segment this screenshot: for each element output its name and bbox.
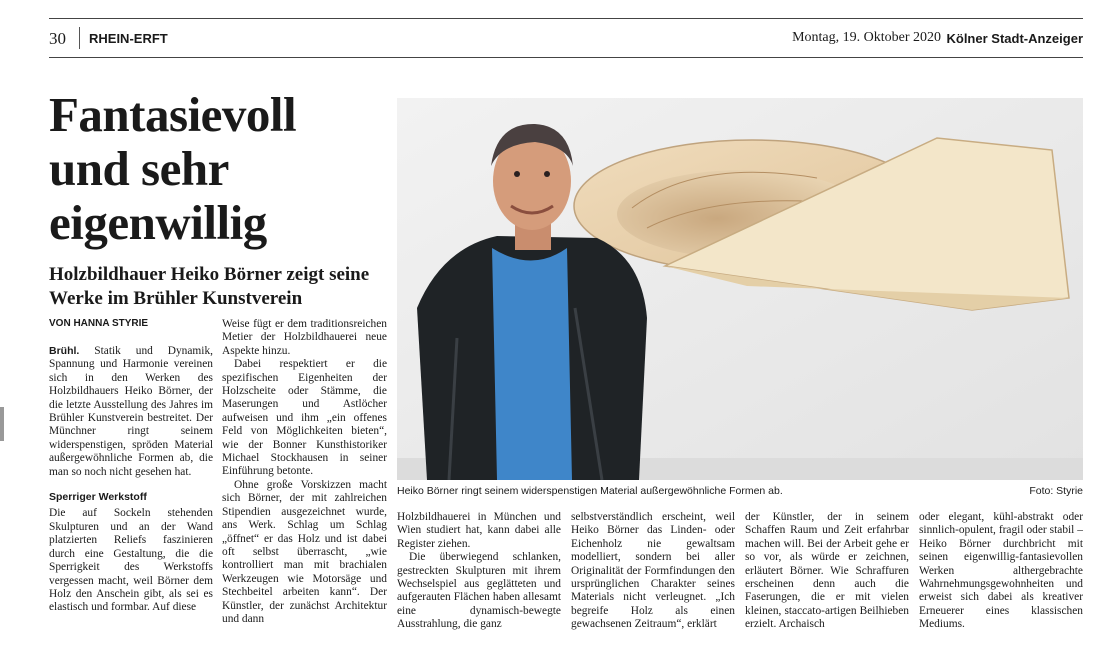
article-column-1 (49, 345, 213, 615)
paragraph: Dabei respektiert er die spezifischen Eigenheiten der Holzscheite oder Stämme, die Maserungen und Astlöcher aufweisen und ihm „ein offenes Feld von Möglichkeiten bieten“, wie der Bonner Kunsthistoriker Michael Stockhausen in seiner Einführung betonte. (222, 358, 387, 478)
paragraph: Die überwiegend schlanken, gestreckten Skulpturen mit ihrem Wechselspiel aus geglätteten und aufgerauten Flächen haben allesamt eine dynamisch-bewegte Ausstrahlung, die ganz (397, 551, 561, 631)
article-column-6 (919, 511, 1083, 632)
photo-caption-bar (397, 485, 1083, 497)
page-number: 30 (49, 29, 66, 48)
photo-caption: Heiko Börner ringt seinem widerspenstigen Material außergewöhnliche Formen ab. (397, 485, 783, 497)
photo-image (397, 98, 1083, 480)
article-column-2 (222, 318, 387, 626)
photo-credit: Foto: Styrie (1029, 485, 1083, 497)
paragraph-text: Statik und Dynamik, Spannung und Harmonie vereinen sich in den Werken des Holzbildhauers Heiko Börner, der die letzte Ausstellung des Jahres im Brühler Kunstverein bestreitet. Der Münchner ringt seinem widerspenstigen, spröden Material außergewöhnliche Formen ab, die man so noch nicht gesehen hat. (49, 345, 213, 478)
masthead (49, 18, 1083, 58)
article-photo (397, 98, 1083, 480)
paragraph: Holzbildhauerei in München und Wien studiert hat, kann dabei alle Register ziehen. (397, 511, 561, 550)
dateline: Brühl. (49, 345, 80, 357)
headline: Fantasievoll und sehr eigenwillig (49, 87, 297, 250)
paragraph: Die auf Sockeln stehenden Skulpturen und an der Wand platzierten Reliefs faszinieren durch eine Gestaltung, die die Sperrigkeit des Werkstoffs vergessen macht, weil Börner dem Holz den Anschein gibt, als sei es elastisch und formbar. Auf diese (49, 507, 213, 614)
subheadline: Holzbildhauer Heiko Börner zeigt seine Werke im Brühler Kunstverein (49, 264, 370, 309)
issue-date: Montag, 19. Oktober 2020 (792, 30, 941, 45)
section-name: RHEIN-ERFT (89, 31, 168, 46)
paragraph: oder elegant, kühl-abstrakt oder sinnlich-opulent, fragil oder stabil – Heiko Börner durchbricht mit seinen eigenwillig-fantasievollen Werken althergebrachte Wahrnehmungsgewohnheiten und erweist sich dabei als kreativer Erneuerer eines klassischen Mediums. (919, 511, 1083, 631)
article-column-3 (397, 511, 561, 632)
byline: VON HANNA STYRIE (49, 318, 149, 329)
newspaper-name: Kölner Stadt-Anzeiger (946, 31, 1083, 46)
article-column-4 (571, 511, 735, 632)
page-edge-tab (0, 407, 4, 441)
paragraph: selbstverständlich erscheint, weil Heiko Börner das Linden- oder Eichenholz nie gewaltsam modelliert, sondern bei aller Originalität der Formfindungen den ursprünglichen Charakter seines Materials nicht verleugnet. „Ich begreife Holz als einen gewachsenen Zeitraum“, erklärt (571, 511, 735, 631)
crosshead: Sperriger Werkstoff (49, 491, 147, 504)
paragraph: Ohne große Vorskizzen macht sich Börner, der mit zahlreichen Stipendien ausgezeichnet wurde, ans Werk. Schlag um Schlag „öffnet“ er das Holz und ist dabei oft selbst überrascht, „wie kontrolliert man mit brachialen Werkzeugen wie Motorsäge und Stechbeitel arbeiten kann“. Der Künstler, der zunächst Architektur und dann (222, 478, 387, 625)
paragraph (49, 345, 213, 479)
paragraph: der Künstler, der in seinem Schaffen Raum und Zeit erfahrbar machen will. Bei der Arbeit gehe er so vor, als würde er zeichnen, erläutert Börner. Wie Schraffuren erscheinen denn auch die Faserungen, die er mit vielen kleinen, staccato-artigen Beilhieben erzielt. Archaisch (745, 511, 909, 631)
masthead-divider (79, 27, 80, 49)
paragraph: Weise fügt er dem traditionsreichen Metier der Holzbildhauerei neue Aspekte hinzu. (222, 318, 387, 357)
article-column-5 (745, 511, 909, 632)
